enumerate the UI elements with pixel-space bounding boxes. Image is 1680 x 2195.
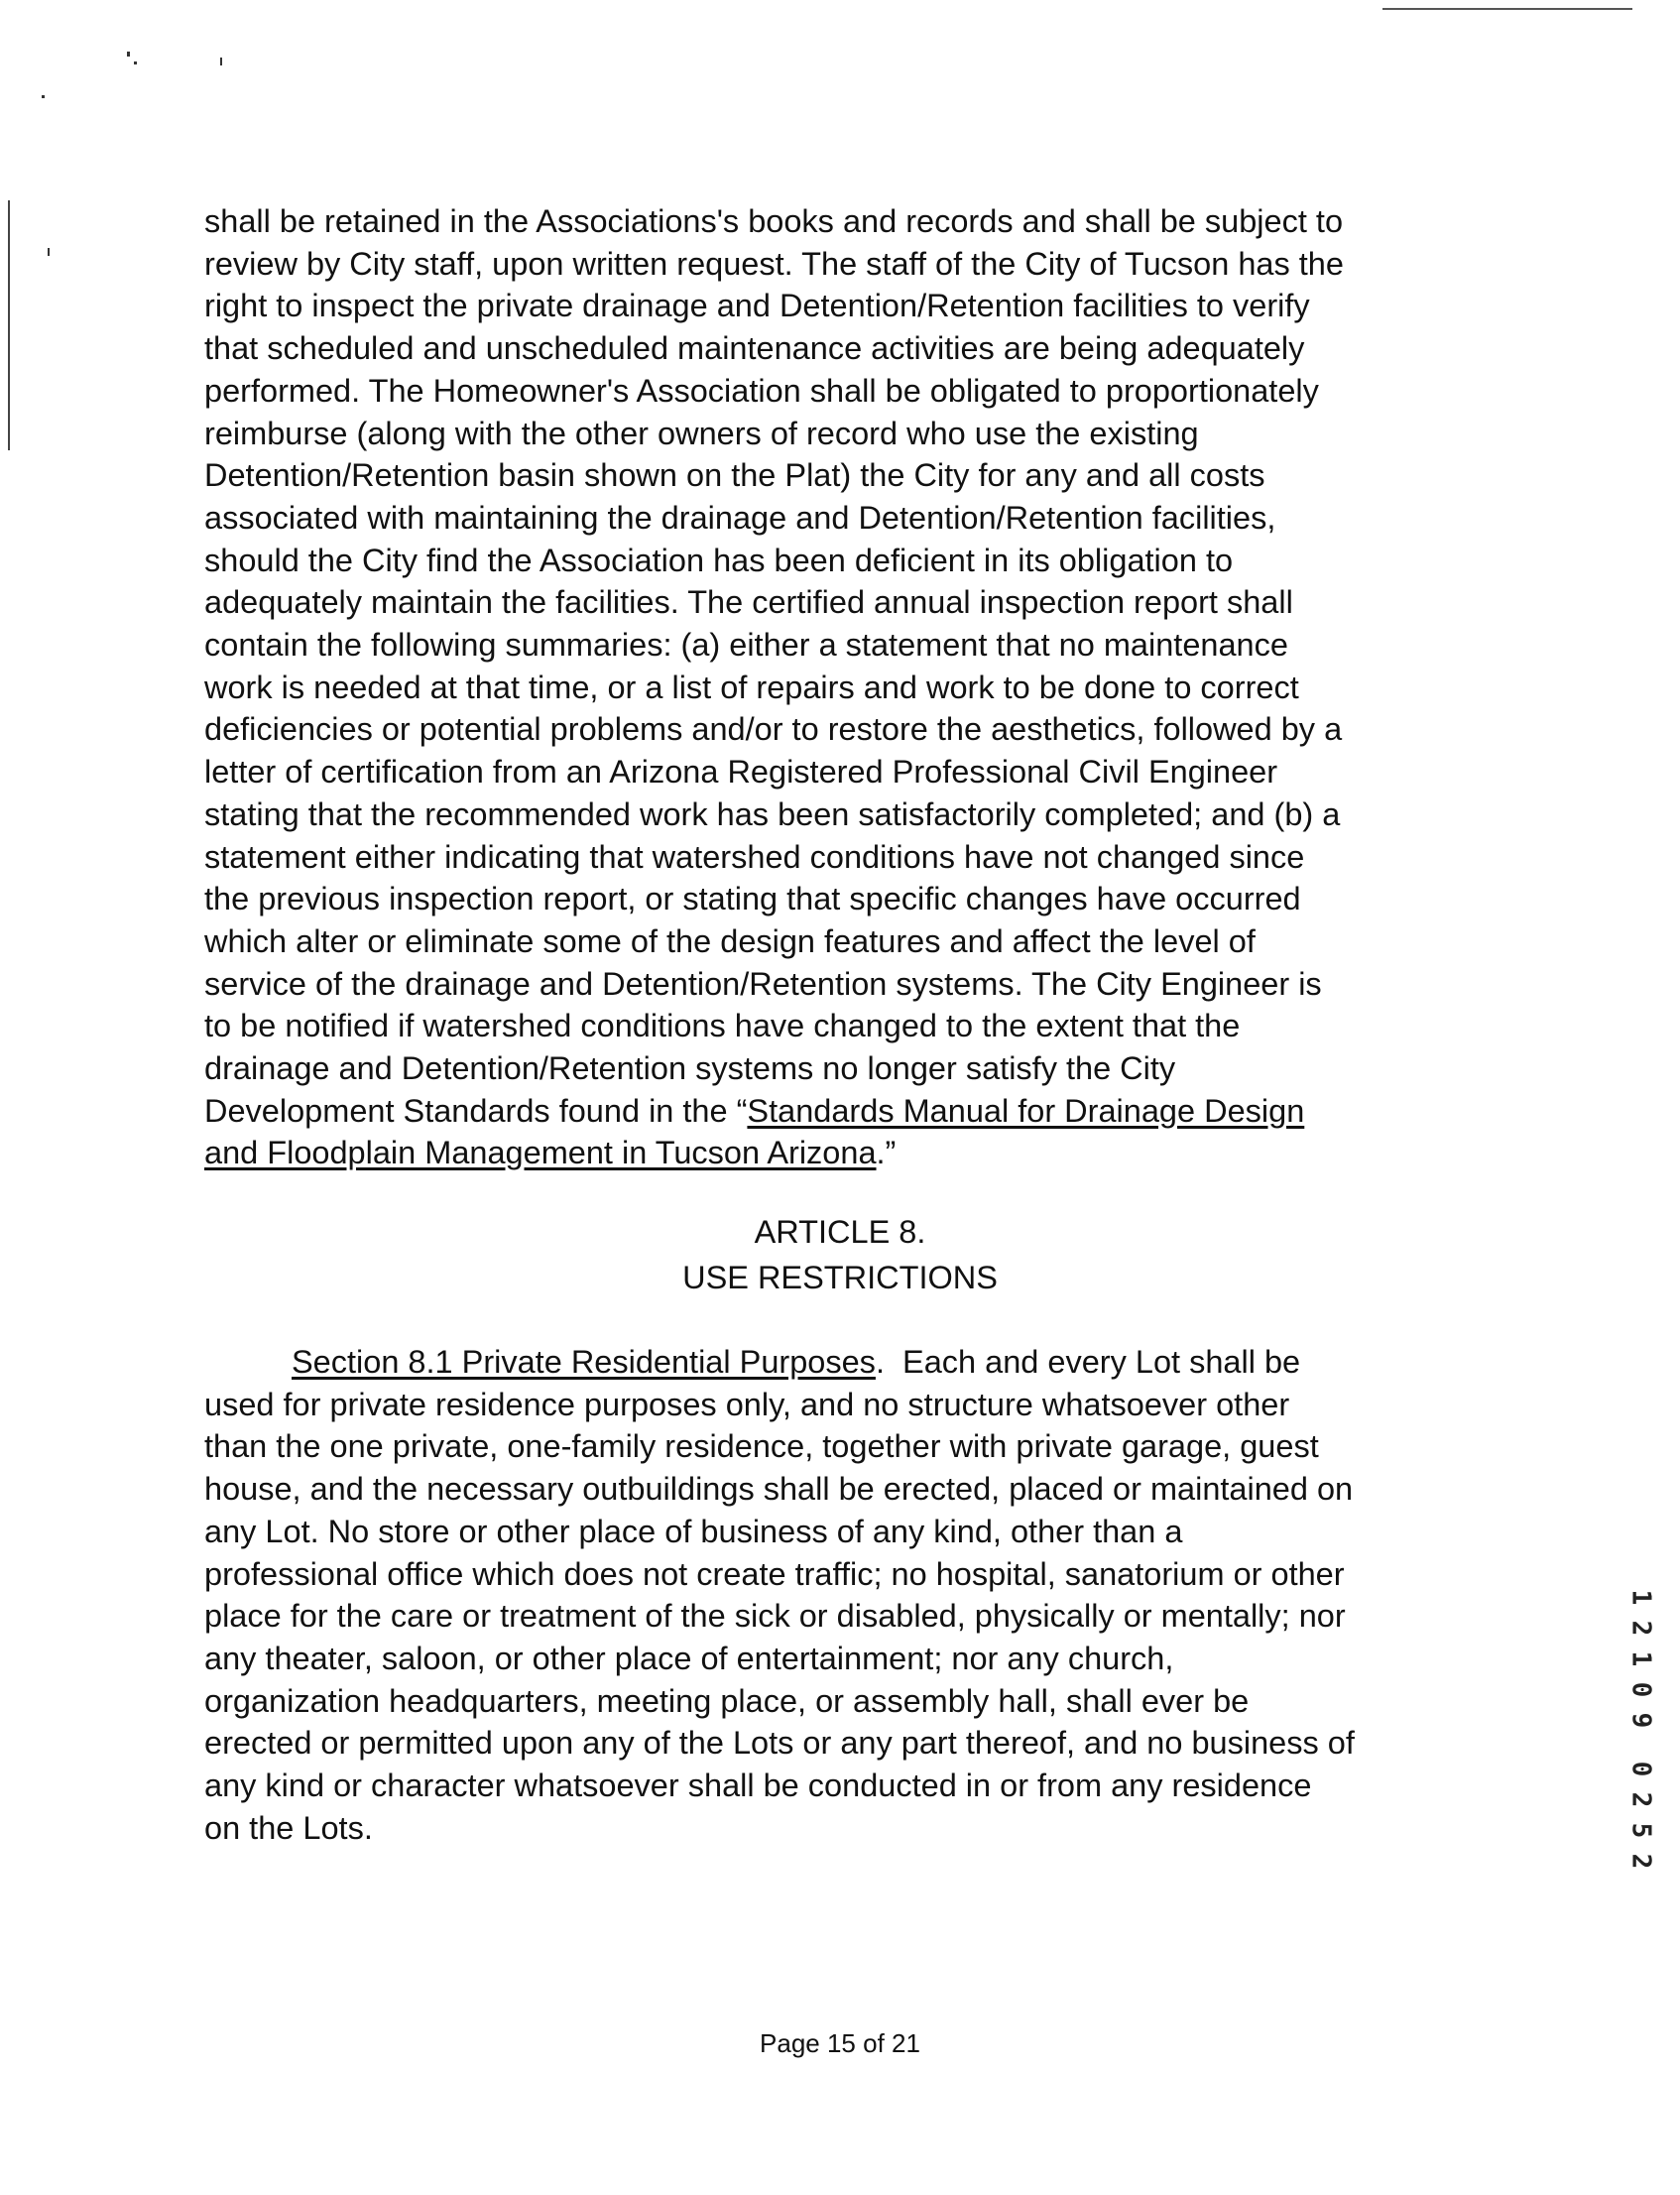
scan-artifact-rule xyxy=(1382,8,1632,10)
text-line: used for private residence purposes only, and no structure whatsoever other xyxy=(204,1386,1290,1422)
text-line: adequately maintain the facilities. The certified annual inspection report shall xyxy=(204,584,1293,621)
scan-artifact-mark xyxy=(220,58,222,65)
text-line xyxy=(204,1132,1494,1174)
scan-artifact-margin-bar xyxy=(8,200,10,450)
article-title: USE RESTRICTIONS xyxy=(682,1260,998,1295)
text-line: right to inspect the private drainage and Detention/Retention facilities to verify xyxy=(204,288,1310,324)
text-line: letter of certification from an Arizona Registered Professional Civil Engineer xyxy=(204,754,1278,791)
text-line: organization headquarters, meeting place, or assembly hall, shall ever be xyxy=(204,1682,1250,1719)
scan-artifact-mark xyxy=(134,61,137,64)
text-line: which alter or eliminate some of the design features and affect the level of xyxy=(204,922,1256,959)
section-heading: Section 8.1 Private Residential Purposes xyxy=(292,1344,876,1380)
stamp-digit: 2 xyxy=(1625,1853,1656,1870)
text-line: work is needed at that time, or a list of repairs and work to be done to correct xyxy=(204,669,1299,705)
text-line xyxy=(204,1090,1494,1133)
text-line: contain the following summaries: (a) either a statement that no maintenance xyxy=(204,627,1288,664)
text-line: the previous inspection report, or stating that specific changes have occurred xyxy=(204,881,1301,917)
text-line: on the Lots. xyxy=(204,1809,373,1846)
text-line: erected or permitted upon any of the Lots or any part thereof, and no business of xyxy=(204,1725,1355,1762)
text-line: stating that the recommended work has been satisfactorily completed; and (b) a xyxy=(204,795,1341,832)
page-number: Page 15 of 21 xyxy=(760,2028,920,2058)
section-8-1-paragraph xyxy=(204,1341,1494,1849)
stamp-digit: 0 xyxy=(1625,1761,1656,1777)
text-line: than the one private, one-family residence, together with private garage, guest xyxy=(204,1428,1319,1465)
text-fragment: . xyxy=(875,1344,885,1380)
text-line: shall be retained in the Associations's books and records and shall be subject to xyxy=(204,203,1344,239)
article-number: ARTICLE 8. xyxy=(754,1214,926,1250)
text-fragment: Each and every Lot shall be xyxy=(884,1344,1301,1380)
text-line: to be notified if watershed conditions have changed to the extent that the xyxy=(204,1008,1241,1044)
stamp-digit: 1 xyxy=(1625,1650,1656,1667)
text-line: professional office which does not create traffic; no hospital, sanatorium or other xyxy=(204,1555,1345,1592)
stamp-digit: 1 xyxy=(1625,1589,1656,1606)
text-line: statement either indicating that watershed conditions have not changed since xyxy=(204,838,1305,875)
text-line: performed. The Homeowner's Association shall be obligated to proportionately xyxy=(204,372,1319,409)
manual-title-link: and Floodplain Management in Tucson Arizona xyxy=(204,1135,877,1171)
text-line: any kind or character whatsoever shall be conducted in or from any residence xyxy=(204,1768,1312,1804)
text-line: deficiencies or potential problems and/or to restore the aesthetics, followed by a xyxy=(204,711,1343,748)
stamp-digit: 2 xyxy=(1625,1620,1656,1637)
stamp-digit: 0 xyxy=(1625,1681,1656,1698)
stamp-digit: 9 xyxy=(1625,1712,1656,1729)
text-line: house, and the necessary outbuildings shall be erected, placed or maintained on xyxy=(204,1471,1354,1508)
stamp-digit: 5 xyxy=(1625,1822,1656,1839)
paragraph-drainage-maintenance xyxy=(204,200,1494,1174)
text-line: any theater, saloon, or other place of entertainment; nor any church, xyxy=(204,1640,1174,1676)
text-line: Detention/Retention basin shown on the Plat) the City for any and all costs xyxy=(204,457,1265,494)
text-line: associated with maintaining the drainage and Detention/Retention facilities, xyxy=(204,499,1276,536)
text-line: review by City staff, upon written request. The staff of the City of Tucson has the xyxy=(204,245,1344,282)
text-line: drainage and Detention/Retention systems no longer satisfy the City xyxy=(204,1050,1176,1087)
text-line xyxy=(204,1341,1494,1384)
scan-artifact-mark xyxy=(127,52,130,57)
text-fragment: .” xyxy=(876,1135,897,1171)
text-line: service of the drainage and Detention/Retention systems. The City Engineer is xyxy=(204,965,1322,1002)
text-line: reimburse (along with the other owners of record who use the existing xyxy=(204,415,1199,451)
scan-artifact-mark xyxy=(42,95,45,98)
text-line: any Lot. No store or other place of business of any kind, other than a xyxy=(204,1513,1183,1549)
text-line: should the City find the Association has been deficient in its obligation to xyxy=(204,542,1234,578)
text-line: that scheduled and unscheduled maintenance activities are being adequately xyxy=(204,330,1305,367)
text-line: place for the care or treatment of the sick or disabled, physically or mentally; nor xyxy=(204,1598,1346,1635)
stamp-digit: 2 xyxy=(1625,1791,1656,1808)
text-fragment: Development Standards found in the “ xyxy=(204,1092,748,1129)
recording-number-stamp xyxy=(1622,1582,1658,1877)
scan-artifact-mark xyxy=(48,248,50,256)
manual-title-link: Standards Manual for Drainage Design xyxy=(747,1092,1305,1129)
